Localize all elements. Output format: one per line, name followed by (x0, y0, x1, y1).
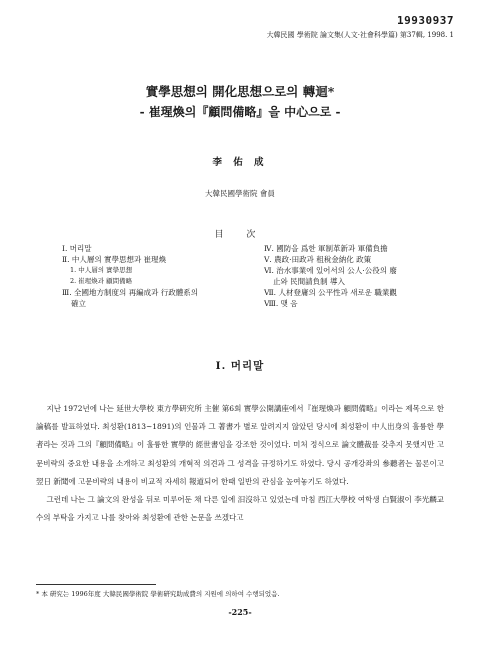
paragraph: 그런데 나는 그 論文의 완성을 뒤로 미루어둔 채 다른 일에 汨沒하고 있었는데 마침 西江大學校 여학생 白賢淑이 李光麟교수의 부탁을 가지고 나를 찾아와 최성환에 관한 논문을 쓰겠다고 (36, 495, 444, 523)
toc-left-column (62, 243, 247, 309)
toc-item: Ⅵ. 治水事業에 있어서의 公人·公役의 廢 (264, 266, 397, 275)
toc-item-continued: 止와 民間請負制 導入 (273, 277, 346, 286)
paragraph: 지난 1972년에 나는 延世大學校 東方學硏究所 主催 第6회 實學公開講座에서『崔瑆煥과 顧問備略』이라는 제목으로 한 論稿를 발표하였다. 최성환(1813~1891)의 인물과 그 著書가 별로 알려지지 않았던 당시에 최성환이 中人出身의 훌륭한 學者라는 것과 그의『顧問備略』이 훌륭한 實學的 經世書임을 강조한 것이었다. 미처 정식으로 論文體裁를 갖추지 못했지만 고문비략의 중요한 내용을 소개하고 최성환의 개혁적 의견과 그 성격을 규정하기도 하였다. 당시 공개강좌의 參聽者는 물론이고 翌日 新聞에 고문비략의 내용이 비교적 자세히 報道되어 한때 일반의 관심을 높여놓기도 하였다. (36, 404, 444, 486)
serial-number: 19930937 (397, 14, 454, 27)
paper-title: 實學思想의 開化思想으로의 轉迴* (145, 84, 335, 99)
section-heading: Ⅰ. 머리말 (215, 360, 265, 372)
toc-item: Ⅷ. 맺 음 (264, 299, 298, 308)
toc-item: Ⅴ. 農政·田政과 租稅金納化 政策 (264, 255, 372, 264)
author-affiliation: 大韓民國學術院 會員 (205, 189, 275, 198)
toc-subitem: 1. 中人層의 實學思想 (70, 266, 133, 274)
toc-subitem: 2. 崔瑆煥과 顧問備略 (70, 277, 133, 285)
page-number: -225- (228, 607, 252, 617)
toc-item: Ⅰ. 머리말 (62, 244, 92, 253)
toc-heading: 目 次 (214, 230, 266, 240)
footnote-divider (36, 584, 156, 585)
toc-item-continued: 確立 (71, 299, 86, 308)
toc-item: Ⅳ. 國防을 爲한 軍制革新과 軍備負擔 (264, 244, 388, 253)
toc-item: Ⅶ. 人材登庸의 公平性과 새로운 職業觀 (264, 288, 397, 297)
toc-item: Ⅱ. 中人層의 實學思想과 崔瑆煥 (62, 255, 167, 264)
author-name: 李 佑 成 (212, 157, 268, 168)
body-text (36, 400, 444, 527)
toc-right-column (264, 243, 444, 309)
journal-citation: 大韓民國 學術院 論文集(人文·社會科學篇) 第37輯, 1998. 1 (266, 31, 454, 39)
toc-item: Ⅲ. 全國地方制度의 再編成과 行政體系의 (62, 288, 199, 297)
paper-subtitle: - 崔瑆煥의『顧問備略』을 中心으로 - (139, 105, 341, 119)
footnote: * 本 硏究는 1996年度 大韓民國學術院 學術硏究助成費의 지원에 의하여 수행되었음. (36, 590, 280, 598)
